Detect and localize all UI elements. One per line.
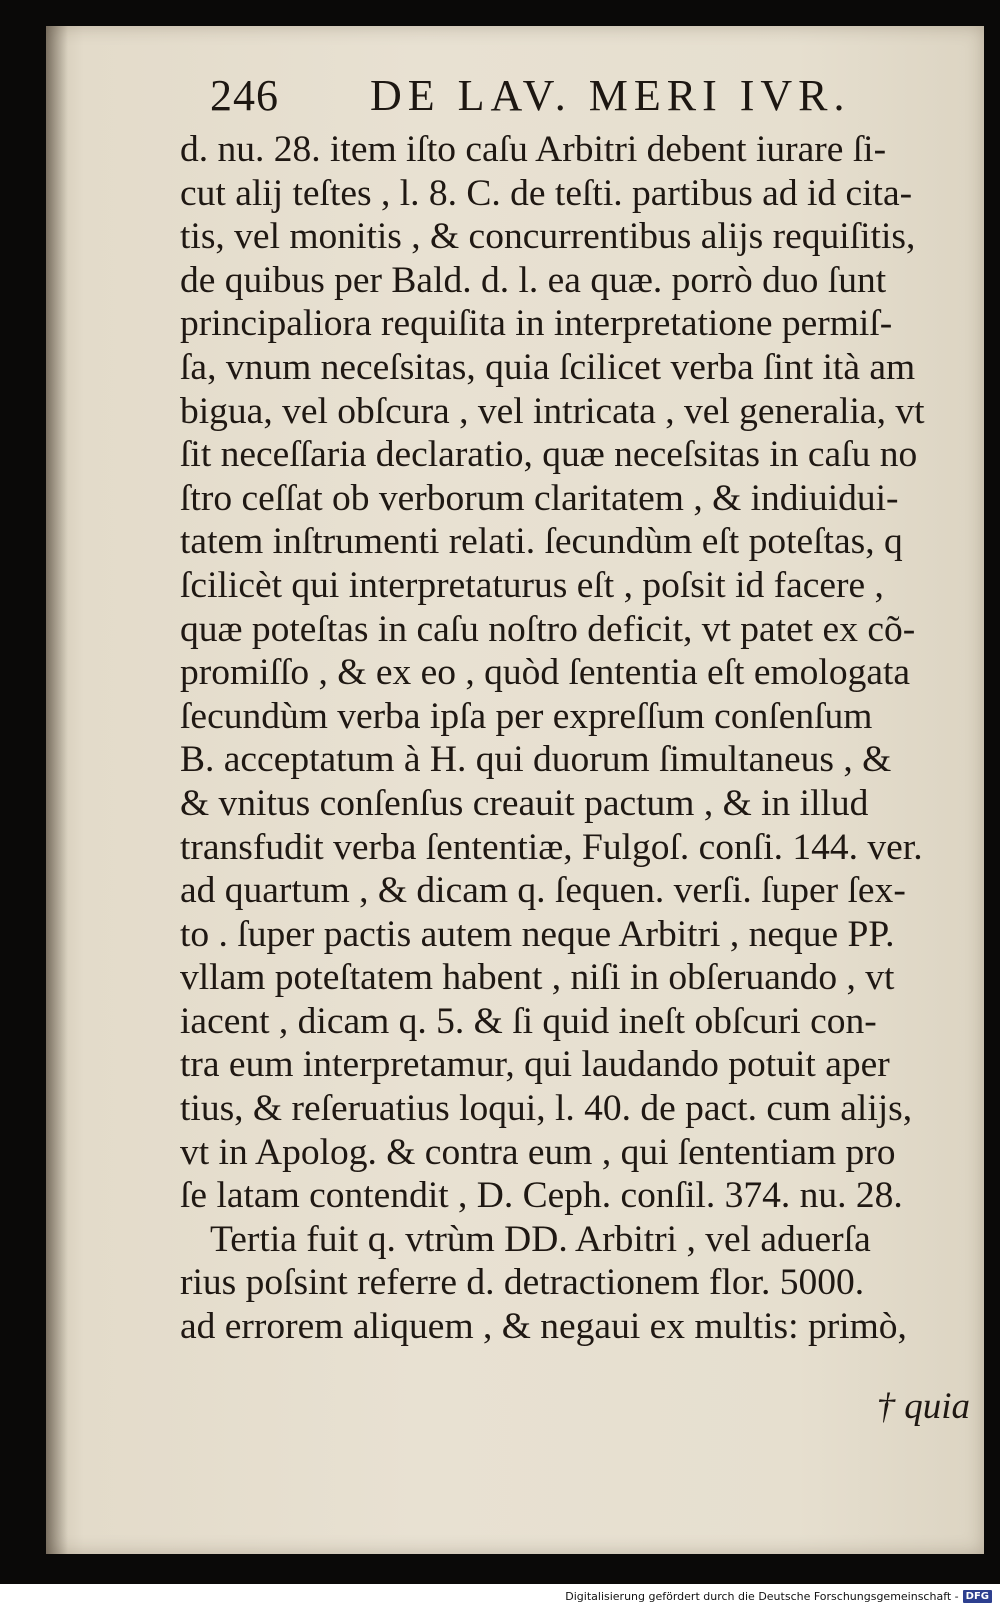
- text-line: tis, vel monitis , & concurrentibus alijs requiſitis,: [180, 216, 916, 258]
- catchword: † quia: [876, 1386, 970, 1427]
- text-line: ſit neceſſaria declaratio, quæ neceſsitas in caſu no: [180, 434, 918, 476]
- bleed-through-marks: [188, 1340, 203, 1382]
- text-line: transfudit verba ſententiæ, Fulgoſ. conſi. 144. ver.: [180, 826, 923, 868]
- paragraph-start-line: Tertia fuit q. vtrùm DD. Arbitri , vel aduerſa: [210, 1218, 871, 1260]
- footer-bar: [0, 1584, 1000, 1613]
- text-line: ſa, vnum neceſsitas, quia ſcilicet verba ſint ità am: [180, 346, 916, 388]
- text-line: vllam poteſtatem habent , niſi in obſeruando , vt: [180, 957, 895, 999]
- text-line: tatem inſtrumenti relati. ſecundùm eſt poteſtas, q: [180, 521, 903, 563]
- text-line: quæ poteſtas in caſu noſtro deficit, vt patet ex cõ-: [180, 608, 916, 650]
- page-header: [160, 70, 980, 130]
- text-line: iacent , dicam q. 5. & ſi quid ineſt obſcuri con-: [180, 1000, 877, 1042]
- text-line: ſtro ceſſat ob verborum claritatem , & indiuidui-: [180, 477, 899, 519]
- text-line: B. acceptatum à H. qui duorum ſimultaneus , &: [180, 739, 892, 781]
- text-line: rius poſsint referre d. detractionem flor. 5000.: [180, 1262, 865, 1304]
- text-line: tius, & reſeruatius loqui, l. 40. de pact. cum alijs,: [180, 1088, 913, 1130]
- text-line: ſcilicèt qui interpretaturus eſt , poſsit id facere ,: [180, 564, 884, 606]
- text-line: principaliora requiſita in interpretatione permiſ-: [180, 303, 893, 345]
- text-line: ſe latam contendit , D. Ceph. conſil. 374. nu. 28.: [180, 1175, 903, 1217]
- text-line: ad errorem aliquem , & negaui ex multis: primò,: [180, 1306, 907, 1348]
- dfg-logo: DFG: [963, 1590, 992, 1603]
- text-line: tra eum interpretamur, qui laudando potuit aper: [180, 1044, 890, 1086]
- funding-credit: [565, 1590, 992, 1603]
- text-line: & vnitus conſenſus creauit pactum , & in illud: [180, 782, 869, 824]
- text-line: bigua, vel obſcura , vel intricata , vel generalia, vt: [180, 390, 925, 432]
- text-line: vt in Apolog. & contra eum , qui ſententiam pro: [180, 1131, 896, 1173]
- spine-shadow: [46, 26, 68, 1554]
- page-number: 246: [210, 71, 279, 120]
- text-line: de quibus per Bald. d. l. ea quæ. porrò duo ſunt: [180, 259, 887, 301]
- body-text: [180, 128, 980, 1349]
- text-line: d. nu. 28. item iſto caſu Arbitri debent iurare ſi-: [180, 129, 887, 170]
- running-head: DE LAV. MERI IVR.: [370, 71, 851, 120]
- text-line: ad quartum , & dicam q. ſequen. verſi. ſuper ſex-: [180, 870, 906, 912]
- text-line: cut alij teſtes , l. 8. C. de teſti. partibus ad id cita-: [180, 172, 913, 214]
- funding-credit-text: Digitalisierung gefördert durch die Deutsche Forschungsgemeinschaft -: [565, 1590, 959, 1603]
- text-line: promiſſo , & ex eo , quòd ſententia eſt emologata: [180, 652, 911, 694]
- text-line: to . ſuper pactis autem neque Arbitri , neque PP.: [180, 913, 895, 955]
- text-line: ſecundùm verba ipſa per expreſſum conſenſum: [180, 695, 873, 737]
